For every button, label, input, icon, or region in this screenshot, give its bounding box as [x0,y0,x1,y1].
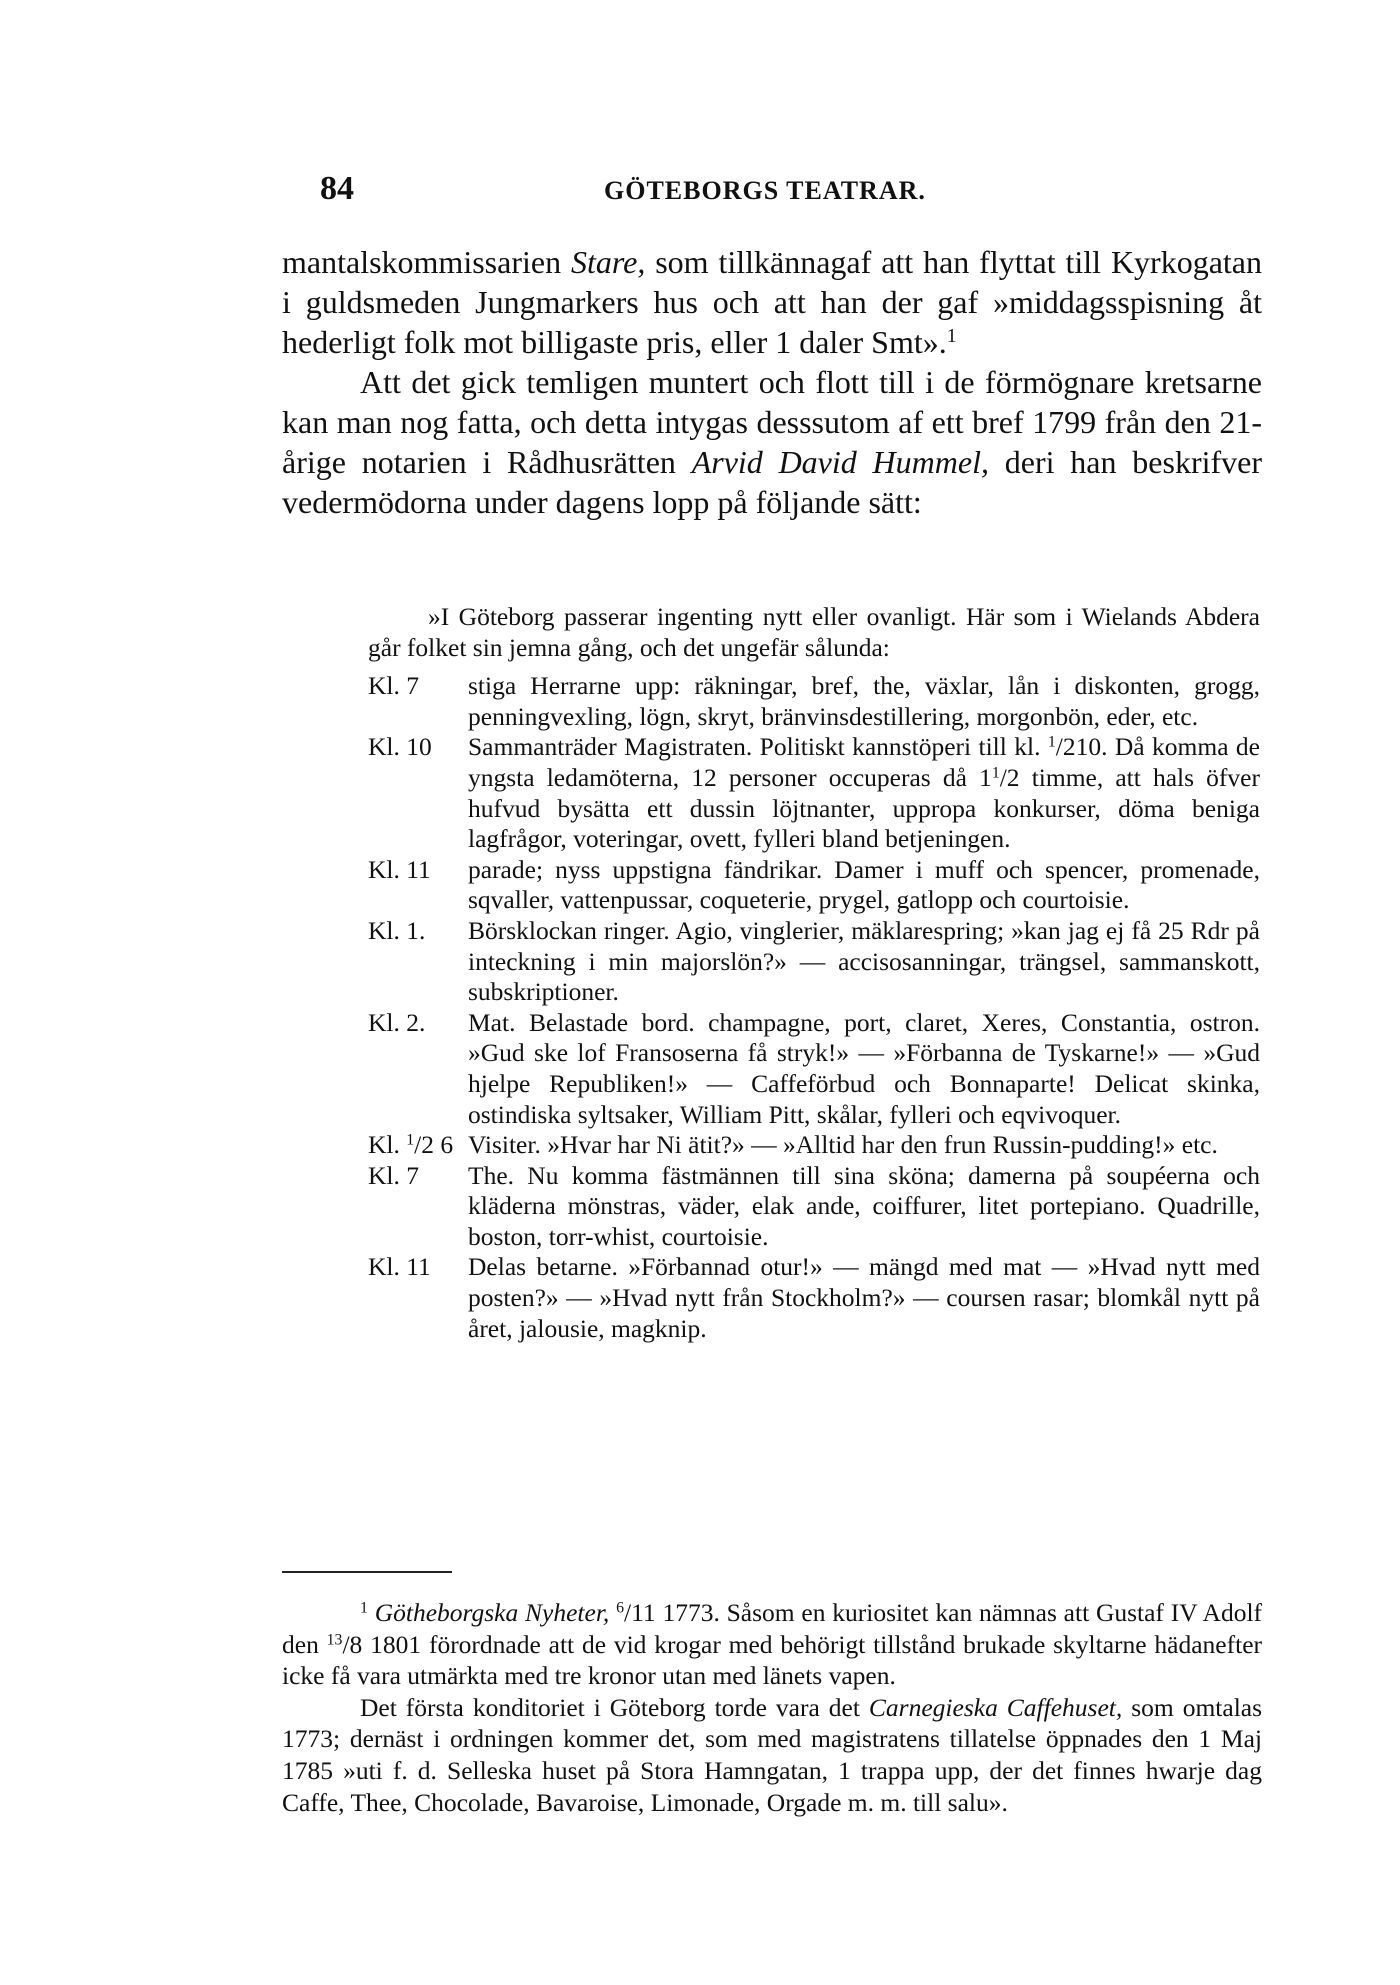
footnote [282,1597,1262,1692]
page-header [320,170,1260,220]
entry-time: Kl. 2. [368,1007,426,1037]
text-run: Det första konditoriet i Göteborg torde vara det [360,1692,869,1722]
fraction-numerator: 1 [406,1131,415,1149]
text-run: timme, att hals öfver hufvud bysätta ett dussin löjtnanter, uppropa konkurser, döma beniga lagfrågor, voteringar, ovett, fylleri bland betjeningen. [468,762,1260,854]
entry-text: stiga Herrarne upp: räkningar, bref, the, växlar, lån i diskonten, grogg, penningvexling, lögn, skryt, bränvinsdestillering, morgonbön, eder, etc. [468,671,1260,731]
entry-time: Kl. 7 [368,1160,419,1190]
paragraph [282,362,1262,522]
fraction-denominator: /2 6 [414,1130,454,1160]
entry-time: Kl. 11 [368,1252,431,1282]
text-run: som tillkännagaf att han flyttat till Kyrkogatan i guldsmeden Jungmarkers hus och att han der gaf »middagsspisning åt hederligt folk mot billigaste pris, eller 1 daler Smt». [282,244,1263,360]
entry-text: The. Nu komma fästmännen till sina sköna; damerna på soupéerna och kläderna mönstras, väder, elak ande, coiffurer, litet portepiano. Quadrille, boston, torr-whist, courtoisie. [468,1160,1260,1251]
schedule-entry [368,1161,1260,1253]
text-run: Att det gick temligen muntert och flott till i de förmögnare kretsarne kan man nog fatta, och detta intygas desssutom af ett bref 1799 från den 21-årige notarien i Rådhusrätten [282,364,1262,480]
footnote-marker: 1 [360,1599,368,1617]
source-title: Götheborgska Nyheter, [374,1598,610,1627]
schedule-entry [368,671,1260,732]
person-name: Stare, [570,244,646,280]
fraction-numerator: 1 [991,764,1000,782]
text-run: . Då komma de yngsta ledamöterna, 12 personer occuperas då 1 [468,732,1260,792]
fraction-denominator: /8 1801 [342,1629,422,1659]
entry-time: Kl. 11 [368,854,431,884]
text-run: deri han beskrifver vedermödorna under dagens lopp på följande sätt: [282,444,1263,520]
footnote-rule [282,1571,452,1573]
schedule-entry [368,1252,1260,1344]
footnote [282,1692,1262,1818]
page-number: 84 [320,170,354,207]
main-text [282,242,1262,522]
fraction-denominator: /11 1773. [624,1598,720,1627]
fraction-denominator: /210 [1055,732,1102,762]
schedule-entry [368,855,1260,916]
entry-text: Börsklockan ringer. Agio, vinglerier, mäklarespring; »kan jag ej få 25 Rdr på inteckning i min majorslön?» — accisosanningar, trängsel, sammanskott, subskriptioner. [468,915,1260,1007]
entry-time [368,1130,468,1161]
footnote-marker: 1 [946,325,957,348]
running-title: GÖTEBORGS TEATRAR. [604,176,926,205]
entry-time: Kl. 10 [368,732,432,762]
schedule-list [368,671,1260,1344]
text-run: mantalskommissarien [282,244,571,280]
schedule-entry [368,732,1260,854]
entry-text [468,732,1260,854]
schedule-entry [368,916,1260,1008]
paragraph [282,242,1262,362]
text-run: som omtalas 1773; dernäst i ordningen kommer det, som med magistratens tillatelse öppnades den 1 Maj 1785 »uti f. d. Selleska huset på Stora Hamngatan, 1 trappa upp, der det finnes hwarje dag Caffe, Thee, Chocolade, Bavaroise, Limonade, Orgade m. m. till salu». [282,1692,1263,1817]
entry-text: Mat. Belastade bord. champagne, port, claret, Xeres, Constantia, ostron. »Gud ske lof Fransoserna få stryk!» — »Förbanna de Tyskarne!» — »Gud hjelpe Republiken!» — Caffeförbud och Bonnaparte! Delicat skinka, ostindiska syltsaker, William Pitt, skålar, fylleri och eqvivoquer. [468,1007,1260,1129]
fraction-numerator: 13 [326,1630,343,1648]
quoted-letter [368,602,1260,1344]
schedule-entry [368,1008,1260,1130]
entry-time: Kl. 1. [368,915,426,945]
fraction-numerator: 1 [1047,733,1056,751]
entry-text: Visiter. »Hvar har Ni ätit?» — »Alltid har den frun Russin-pudding!» etc. [468,1130,1218,1160]
text-run: Sammanträder Magistraten. Politiskt kannstöperi till kl. [468,732,1048,762]
entry-text: parade; nyss uppstigna fändrikar. Damer i muff och spencer, promenade, sqvaller, vattenpussar, coqueterie, prygel, gatlopp och courtoisie. [468,854,1260,915]
fraction-numerator: 6 [616,1599,625,1617]
person-name: Arvid David Hummel, [691,444,989,480]
footnotes [282,1597,1262,1818]
fraction-denominator: /2 [999,762,1020,792]
text-run: Kl. [368,1130,407,1160]
text-run: Såsom en kuriositet kan nämnas att Gustaf IV Adolf den [282,1598,1263,1659]
quote-intro: »I Göteborg passerar ingenting nytt eller ovanligt. Här som i Wielands Abdera går folket sin jemna gång, och det ungefär sålunda: [368,602,1260,662]
place-name: Carnegieska Caffehuset, [868,1692,1123,1722]
text-run: förordnade att de vid krogar med behörigt tillstånd brukade skyltarne hädanefter icke få vara utmärkta med tre kronor utan med länets vapen. [282,1629,1262,1691]
entry-time: Kl. 7 [368,671,419,701]
schedule-entry [368,1130,1260,1161]
entry-text: Delas betarne. »Förbannad otur!» — mängd med mat — »Hvad nytt med posten?» — »Hvad nytt från Stockholm?» — coursen rasar; blomkål nytt på året, jalousie, magknip. [468,1252,1260,1343]
